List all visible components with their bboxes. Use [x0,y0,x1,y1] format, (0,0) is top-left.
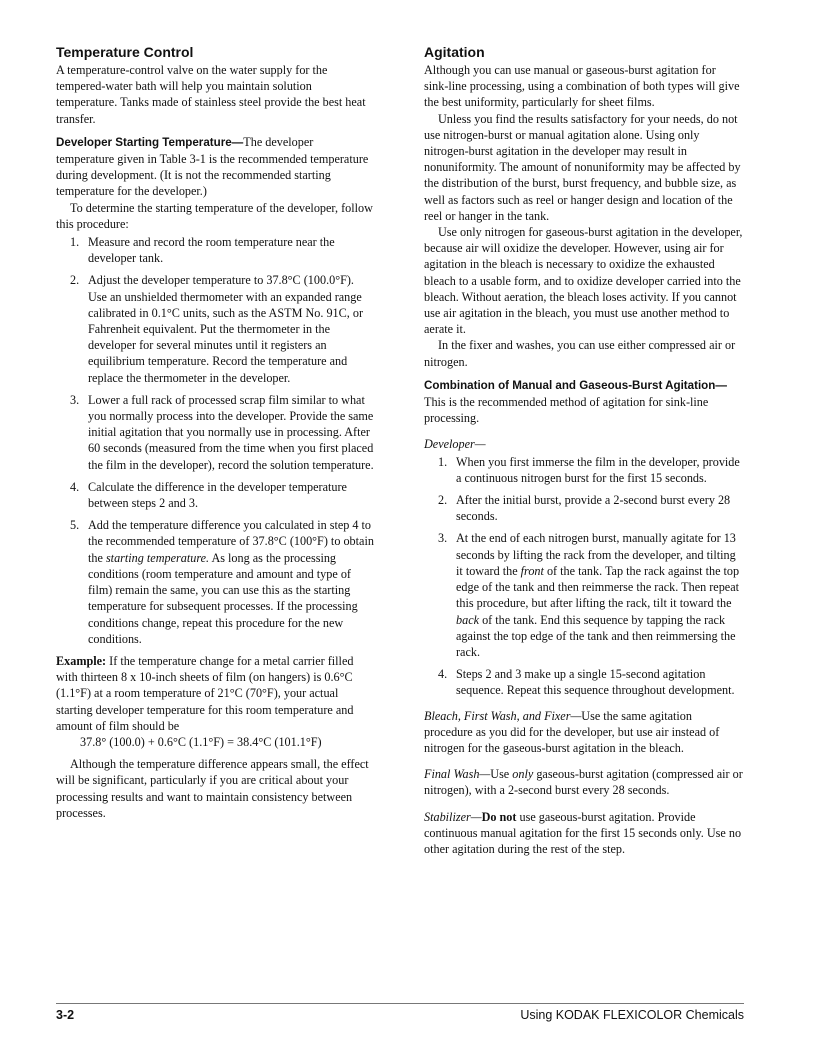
list-item: 2. Adjust the developer temperature to 37.8°C (100.0°F). Use an unshielded thermometer with an expanded range calibrated in 0.1°C units, such as the ASTM No. 91C, or Fahrenheit equivalent. Put the thermometer in the developer for several minutes until it registers an equilibrium temperature. Record the temperature and replace the thermometer in the developer. [70,273,364,385]
developer-starting-temperature-paragraph [56,134,374,200]
right-column [424,44,743,857]
list-item: 3. At the end of each nitrogen burst, manually agitate for 13 seconds by lifting the rack from the developer, and tilting it toward the front of the tank. Tap the rack against the top edge of the tank and then reimmerse the rack. Then repeat this procedure, but after lifting the rack, tilt it toward the back of the tank. End this sequence by tapping the rack against the top edge of the tank and then reimmersing the rack. [438,531,740,659]
temperature-control-paragraph: A temperature-control valve on the water supply for the tempered-water bath will help you maintain solution temperature. Tanks made of stainless steel provide the best heat transfer. [56,63,366,126]
example-paragraph: Example: If the temperature change for a metal carrier filled with thirteen 8 x 10-inch sheets of film (on hangers) is 0.6°C (1.1°F) at a room temperature of 21°C (70°F), your actual starting developer temperature for this room temperature and amount of film should be [56,653,354,733]
bleach-paragraph: Bleach, First Wash, and Fixer—Use the same agitation procedure as you did for the developer, but use air instead of nitrogen for the gaseous-burst agitation in the bleach. [424,708,720,755]
list-item: 2. After the initial burst, provide a 2-second burst every 28 seconds. [438,493,731,524]
list-item: 1. When you first immerse the film in the developer, provide a continuous nitrogen burst for the first 15 seconds. [438,454,740,485]
final-wash-label: Final Wash— [424,767,491,782]
agitation-paragraph-3: Use only nitrogen for gaseous-burst agitation in the developer, because air will oxidize the developer. However, using air for agitation in the bleach is necessary to oxidize the exhausted bleach to a usable form, and to oxidize developer carried into the bleach. Without aeration, the bleach loses activity. If you cannot use air agitation in the bleach, you must use another method to aerate it. [424,225,743,337]
agitation-heading: Agitation [424,44,485,60]
list-item: 1. Measure and record the room temperature near the developer tank. [70,235,335,266]
list-item: 5. Add the temperature difference you calculated in step 4 to the recommended temperature of 37.8°C (100°F) to obtain the starting temperature. As long as the processing conditions (room temperature and amount and type of film) remain the same, you can use this as the starting temperature for subsequent processes. If the processing conditions change, repeat this procedure for the new conditions. [70,518,374,646]
closing-paragraph: Although the temperature difference appears small, the effect will be significant, particularly if you are critical about your processing results and want to maintain consistency between processes. [56,757,369,820]
left-column [56,44,374,821]
list-item: 4. Calculate the difference in the developer temperature between steps 2 and 3. [70,479,347,511]
list-item: 3. Lower a full rack of processed scrap film similar to what you normally process into the developer. Provide the same initial agitation that you normally use in processing. After 60 seconds (measured from the time when you first placed the film in the developer), record the solution temperature. [70,392,374,472]
developer-starting-temperature-text: The developer temperature given in Table 3-1 is the recommended temperature during development. (It is not the recommended starting temperature for the developer.) [56,134,369,199]
page-number: 3-2 [56,1008,75,1022]
stabilizer-paragraph: Stabilizer—Do not use gaseous-burst agitation. Provide continuous manual agitation for the first 15 seconds only. Use no other agitation during the rest of the step. [424,809,742,856]
temperature-control-heading: Temperature Control [56,44,194,60]
developer-label: Developer— [424,437,486,452]
procedure-intro: To determine the starting temperature of the developer, follow this procedure: [56,200,373,231]
final-wash-paragraph: Final Wash—Use only gaseous-burst agitation (compressed air or nitrogen), with a 2-second burst every 28 seconds. [424,767,743,798]
example-formula: 37.8° (100.0) + 0.6°C (1.1°F) = 38.4°C (101.1°F) [80,734,322,749]
page-footer [56,1003,744,1022]
stabilizer-label: Stabilizer— [424,809,482,824]
example-label: Example: [56,653,107,668]
agitation-paragraph-1: Although you can use manual or gaseous-burst agitation for sink-line processing, using a combination of both types will give the best uniformity, particularly for sheet films. [424,63,740,110]
agitation-paragraph-2: Unless you find the results satisfactory for your needs, do not use nitrogen-burst or manual agitation alone. Using only nitrogen-burst agitation in the developer may result in nonuniformity. The amount of nonuniformity may be affected by the distribution of the burst, burst frequency, and bubble size, as well as factors such as reel or hanger design and location of the reel or hanger in the tank. [424,111,741,223]
agitation-paragraph-4: In the fixer and washes, you can use either compressed air or nitrogen. [424,338,736,369]
developer-starting-temperature-heading: Developer Starting Temperature— [56,135,244,149]
document-title: Using KODAK FLEXICOLOR Chemicals [520,1008,744,1022]
combination-paragraph: Combination of Manual and Gaseous-Burst Agitation—This is the recommended method of agitation for sink-line processing. [424,378,727,426]
combination-heading: Combination of Manual and Gaseous-Burst Agitation— [424,378,727,392]
developer-agitation-steps [424,454,743,699]
bleach-label: Bleach, First Wash, and Fixer— [424,708,582,723]
procedure-steps [56,234,374,647]
list-item: 4. Steps 2 and 3 make up a single 15-second agitation sequence. Repeat this sequence throughout development. [438,667,735,698]
